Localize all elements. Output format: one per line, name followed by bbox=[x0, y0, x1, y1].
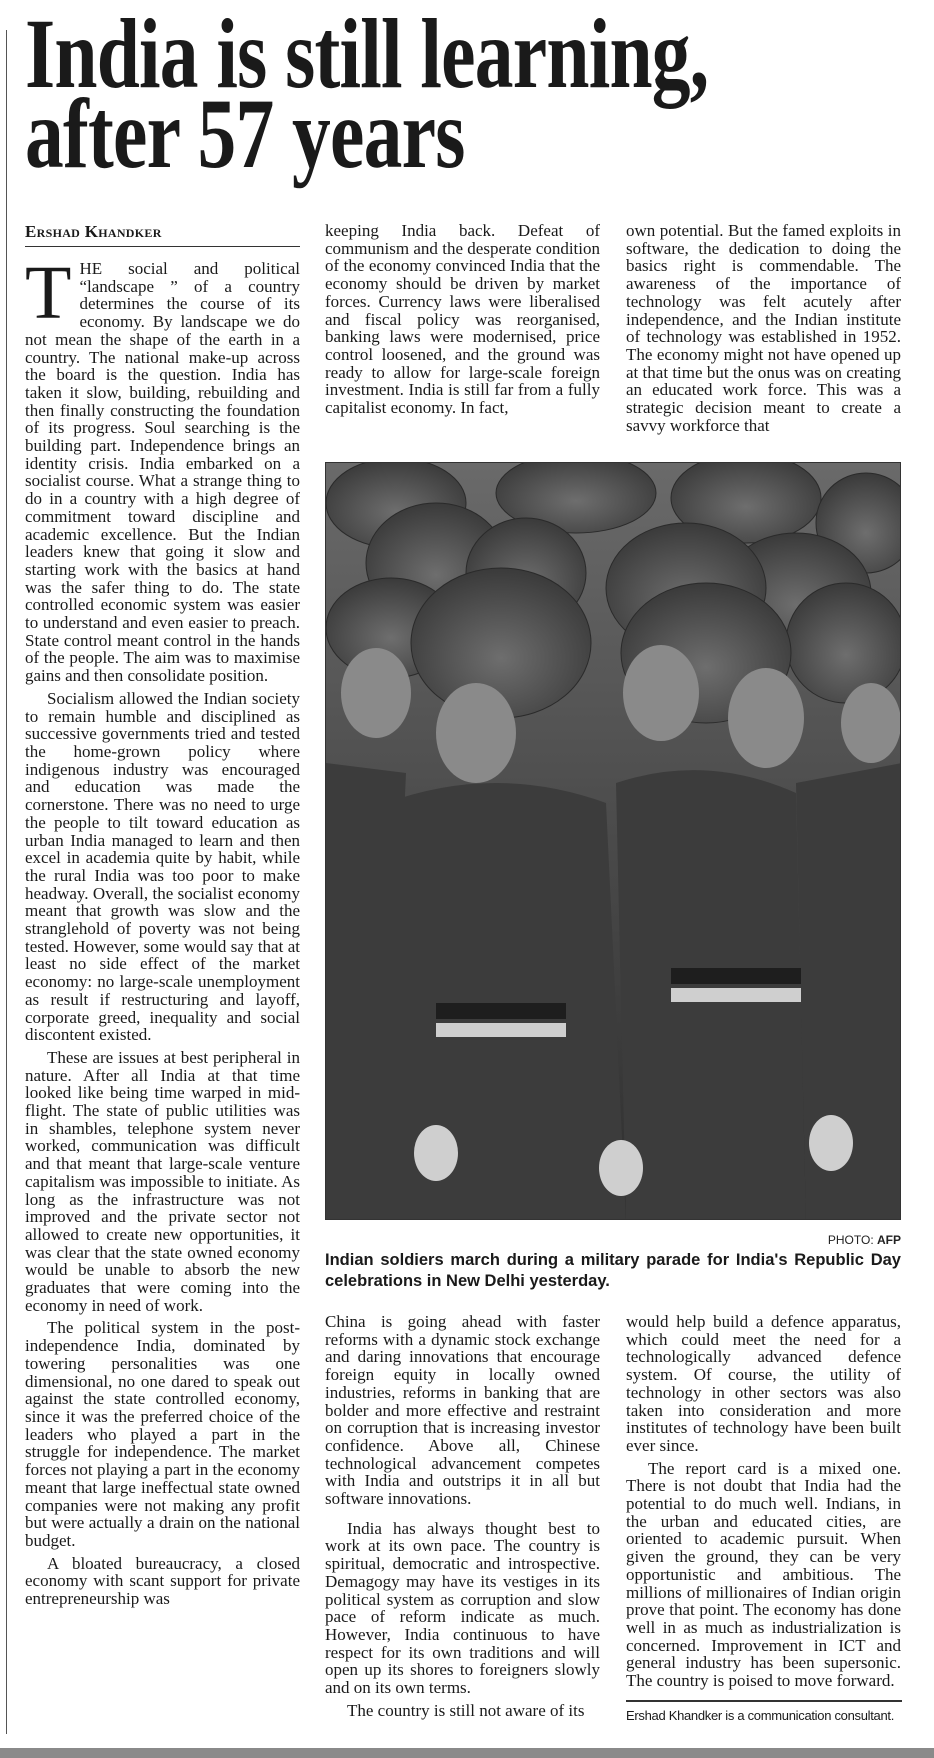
photo-credit-source: AFP bbox=[877, 1233, 901, 1247]
author-note: Ershad Khandker is a communication consultant. bbox=[626, 1708, 895, 1723]
column-2-bottom bbox=[325, 1313, 600, 1738]
photo-credit-label: PHOTO: bbox=[827, 1233, 877, 1247]
column-2-top bbox=[325, 222, 600, 437]
paragraph: keeping India back. Defeat of communism and the desperate condition of the economy convinced India that the economy should be driven by market forces. Currency laws were liberalised and fiscal policy was reorganised, banking laws were modernised, price control loosened, and the ground was ready to allow for large-scale foreign investment. India is still far from a fully capitalist economy. In fact, bbox=[325, 222, 600, 418]
soldiers-image bbox=[326, 463, 901, 1220]
paragraph: would help build a defence apparatus, which could meet the need for a technologically advanced defence system. Of course, the utility of technology in other sectors was also taken into consideration and more institutes of technology have been built ever since. bbox=[626, 1313, 901, 1455]
headline-line-2: after 57 years bbox=[25, 78, 465, 189]
column-3-top bbox=[626, 222, 901, 437]
paragraph: own potential. But the famed exploits in software, the dedication to doing the basics right is commendable. The awareness of the importance of technology was felt acutely after independence, and the Indian institute of technology was established in 1952. The economy might not have opened up at that time but the onus was on creating an educated work force. This was a strategic decision meant to create a savvy workforce that bbox=[626, 222, 901, 435]
column-rule bbox=[6, 30, 7, 1734]
column-3-bottom bbox=[626, 1313, 901, 1693]
column-1 bbox=[25, 260, 300, 1736]
divider bbox=[626, 1700, 902, 1702]
paragraph: The country is still not aware of its bbox=[347, 1700, 585, 1720]
headline bbox=[25, 0, 934, 189]
paragraph: The political system in the post-independence India, dominated by towering personalities was one dimensional, no one dared to speak out against the state controlled economy, since it was the preferred choice of the leaders who played a part in the struggle for independence. The market forces not playing a part in the economy meant that large ineffectual state owned companies were not making any profit but were actually a drain on the national budget. bbox=[25, 1318, 300, 1550]
paragraph: A bloated bureaucracy, a closed economy with scant support for private entrepreneurship was bbox=[25, 1553, 300, 1609]
headline-line-1: India is still learning, bbox=[25, 0, 709, 109]
paragraph-text: social and political “landscape ” of a country determines the course of its economy. By landscape we do not mean the shape of the earth in a country. The national make-up across the board is the question. India has taken it slow, building, rebuilding and then finally constructing the foundation of its progress. Soul searching is the building part. Independence brings an identity crisis. India embarked on a socialist course. What a strange thing to do in a country with a high degree of commitment toward discipline and academic excellence. But the Indian leaders knew that going it slow and starting work with the basics at hand was the safer thing to do. The state controlled economic system was easier to understand and even easier to preach. State control meant control in the hands of the people. The aim was to maximise gains and then consolidate position. bbox=[25, 260, 300, 686]
paragraph bbox=[25, 260, 300, 685]
lead-in: HE bbox=[79, 260, 103, 278]
drop-cap: T bbox=[25, 260, 72, 335]
page-bottom-bar bbox=[0, 1748, 934, 1758]
paragraph: India has always thought best to work at its own pace. The country is spiritual, democratic and introspective. Demagogy may have its vestiges in its political system as corruption and slow pace of reform indicate as much. However, India continuous to have respect for its own traditions and will open up its shores to foreigners slowly and on its own terms. bbox=[325, 1518, 600, 1698]
photo-credit bbox=[325, 1233, 901, 1247]
paragraph: China is going ahead with faster reforms with a dynamic stock exchange and daring innovations that encourage foreign equity in locally owned industries, reforms in banking that are bolder and more effective and restraint on corruption that is increasing investor confidence. Above all, Chinese technological advancement competes with India and outstrips it in all but software innovations. bbox=[325, 1313, 600, 1509]
paragraph: These are issues at best peripheral in nature. After all India at that time looked like being time warped in mid-flight. The state of public utilities was in shambles, telephone system never worked, communication was difficult and that meant that large-scale venture capitalism was impossible to initiate. As long as the infrastructure was not improved and the private sector not allowed to create new opportunities, it was clear that the state owned economy would be unable to absorb the new graduates that were coming into the economy in need of work. bbox=[25, 1047, 300, 1315]
paragraph: Socialism allowed the Indian society to remain humble and disciplined as successive governments tried and tested the home-grown policy where indigenous industry was encouraged and education was made the cornerstone. There was no need to urge the people to tilt toward education as urban India managed to learn and then excel in academia quite by habit, while the rural India was too poor to make headway. Overall, the socialist economy meant that growth was slow and the stranglehold of poverty was not being tested. However, some would say that at least no side effect of the market economy: no large-scale unemployment as result if restructuring and layoff, corporate greed, inequality and social discontent existed. bbox=[25, 688, 300, 1045]
byline: Ershad Khandker bbox=[25, 222, 300, 247]
paragraph: The report card is a mixed one. There is not doubt that India had the potential to do much well. Indians, in the urban and educated cities, are oriented to academic pursuit. When given the ground, they can be very opportunistic and ambitious. The millions of millionaires of Indian origin prove that point. The economy has done well in as much as industrialization is concerned. Improvement in ICT and general industry has been supersonic. The country is poised to move forward. bbox=[626, 1458, 901, 1691]
parade-photo bbox=[325, 462, 901, 1220]
photo-caption: Indian soldiers march during a military parade for India's Republic Day celebrations in New Delhi yesterday. bbox=[325, 1251, 901, 1290]
